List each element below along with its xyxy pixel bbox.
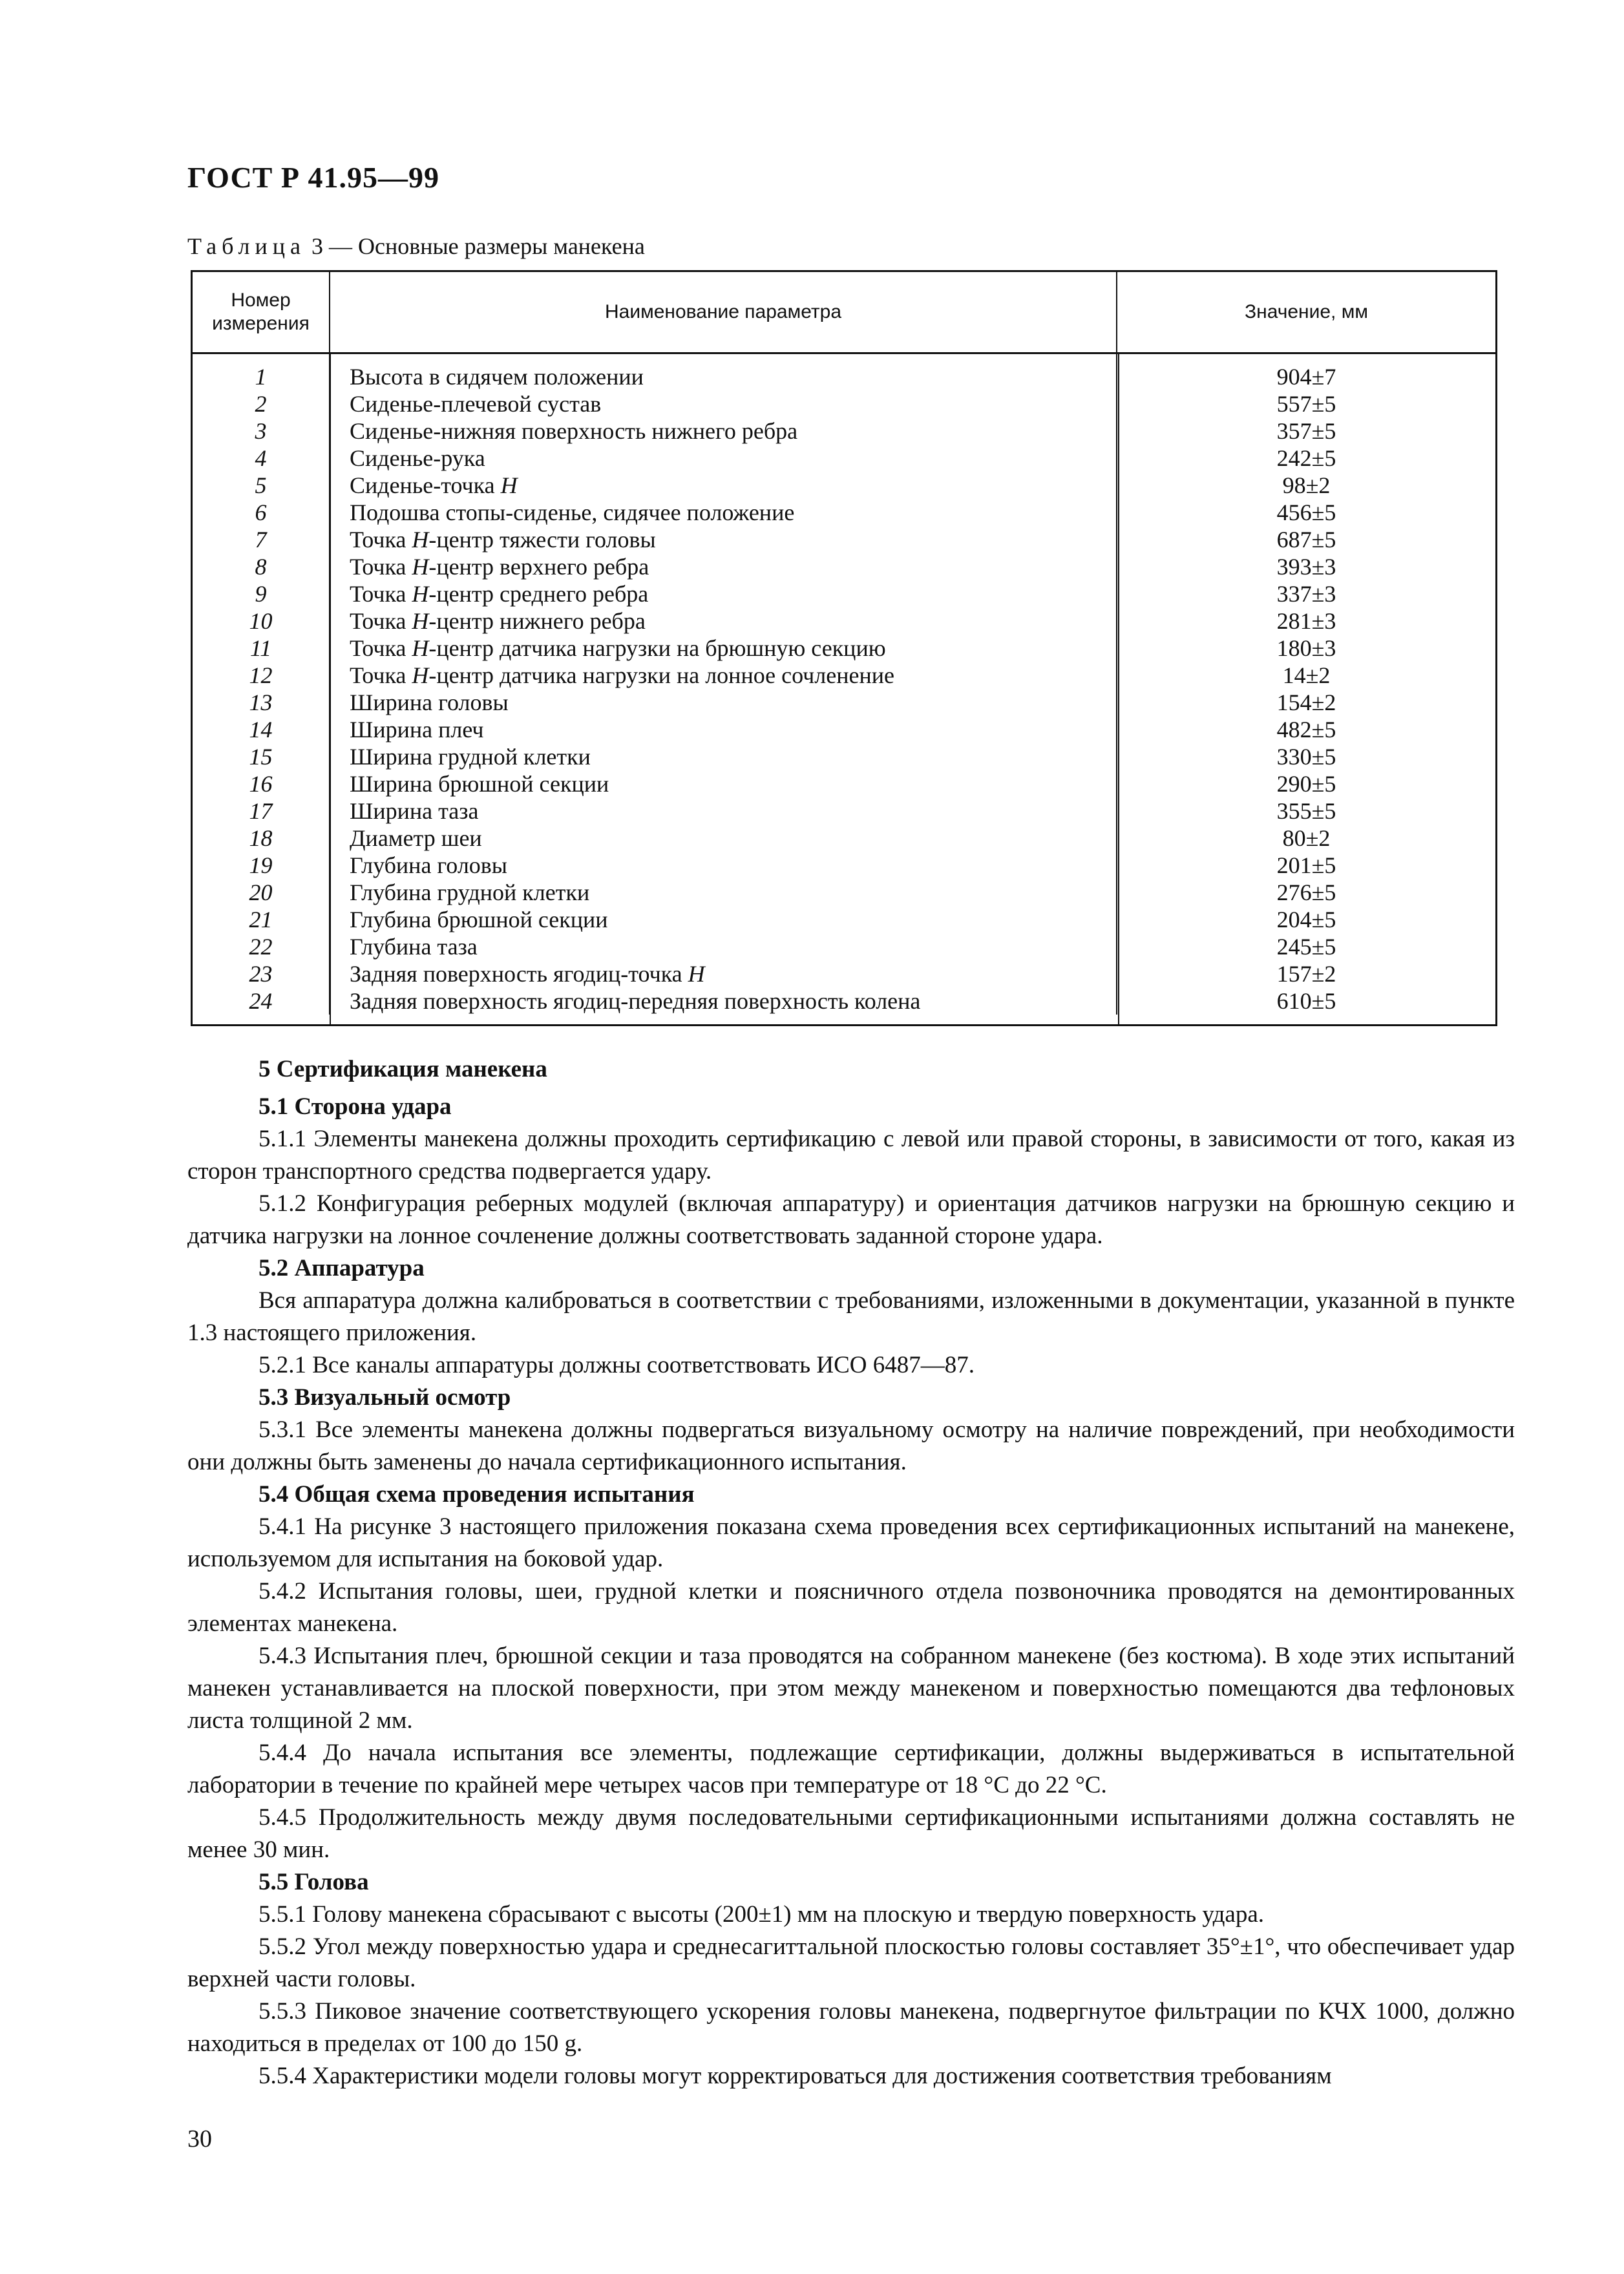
cell-parameter-name: Диаметр шеи (330, 825, 1117, 852)
cell-value: 687±5 (1117, 526, 1495, 553)
cell-value: 904±7 (1117, 353, 1495, 391)
cell-parameter-name: Ширина таза (330, 797, 1117, 825)
cell-parameter-name: Точка H-центр среднего ребра (330, 580, 1117, 607)
cell-measurement-number: 13 (249, 690, 273, 715)
cell-value: 157±2 (1117, 960, 1495, 987)
dimensions-table (191, 270, 1497, 1026)
subsection-5-3-heading: 5.3 Визуальный осмотр (258, 1384, 511, 1411)
table-row (193, 960, 1495, 987)
cell-value: 355±5 (1117, 797, 1495, 825)
cell-measurement-number: 15 (249, 744, 273, 770)
cell-value: 276±5 (1117, 879, 1495, 906)
cell-value: 482±5 (1117, 716, 1495, 743)
cell-measurement-number: 12 (249, 662, 273, 688)
table-row (193, 353, 1495, 391)
cell-value: 201±5 (1117, 852, 1495, 879)
cell-parameter-name: Точка H-центр датчика нагрузки на лонное сочленение (330, 662, 1117, 689)
paragraph-5-4-4: 5.4.4 До начала испытания все элементы, подлежащие сертификации, должны выдерживаться в испытательной лаборатории в течение по крайней мере четырех часов при температуре от 18 °С до 22 °С. (187, 1740, 1515, 1798)
table-row (193, 635, 1495, 662)
table-caption-text: 3 — Основные размеры манекена (311, 233, 645, 259)
cell-value: 393±3 (1117, 553, 1495, 580)
table-row (193, 906, 1495, 933)
paragraph-5-1-2: 5.1.2 Конфигурация реберных модулей (включая аппаратуру) и ориентация датчиков нагрузки на брюшную секцию и датчика нагрузки на лонное сочленение должны соответствовать заданной стороне удара. (187, 1190, 1515, 1249)
paragraph-5-4-5: 5.4.5 Продолжительность между двумя последовательными сертификационными испытаниями должна составлять не менее 30 мин. (187, 1804, 1515, 1863)
cell-measurement-number: 5 (255, 472, 267, 498)
table-caption (187, 233, 645, 260)
cell-parameter-name: Точка H-центр верхнего ребра (330, 553, 1117, 580)
paragraph-5-5-3: 5.5.3 Пиковое значение соответствующего ускорения головы манекена, подвергнутое фильтрации по КЧХ 1000, должно находиться в пределах от 100 до 150 g. (187, 1998, 1515, 2057)
table-row (193, 933, 1495, 960)
table-body (193, 353, 1495, 1015)
cell-value: 245±5 (1117, 933, 1495, 960)
table-header-row (193, 272, 1495, 353)
cell-measurement-number: 9 (255, 581, 267, 607)
paragraph-5-3-1: 5.3.1 Все элементы манекена должны подвергаться визуальному осмотру на наличие повреждений, при необходимости они должны быть заменены до начала сертификационного испытания. (187, 1416, 1515, 1475)
cell-parameter-name: Глубина грудной клетки (330, 879, 1117, 906)
table-row (193, 797, 1495, 825)
paragraph-5-2: Вся аппаратура должна калиброваться в соответствии с требованиями, изложенными в документации, указанной в пункте 1.3 настоящего приложения. (187, 1287, 1515, 1346)
cell-value: 337±3 (1117, 580, 1495, 607)
col-header-value: Значение, мм (1117, 272, 1495, 353)
section-5-text (187, 1053, 1515, 2092)
cell-parameter-name: Задняя поверхность ягодиц-передняя поверхность колена (330, 987, 1117, 1015)
cell-value: 557±5 (1117, 390, 1495, 417)
cell-measurement-number: 14 (249, 717, 273, 742)
cell-parameter-name: Высота в сидячем положении (330, 353, 1117, 391)
cell-measurement-number: 19 (249, 852, 273, 878)
subsection-5-1-heading: 5.1 Сторона удара (258, 1093, 452, 1120)
cell-value: 242±5 (1117, 445, 1495, 472)
cell-measurement-number: 18 (249, 825, 273, 851)
cell-parameter-name: Точка H-центр датчика нагрузки на брюшную секцию (330, 635, 1117, 662)
table-row (193, 607, 1495, 635)
cell-value: 330±5 (1117, 743, 1495, 770)
cell-parameter-name: Глубина брюшной секции (330, 906, 1117, 933)
cell-parameter-name: Сиденье-рука (330, 445, 1117, 472)
cell-measurement-number: 20 (249, 879, 273, 905)
paragraph-5-2-1: 5.2.1 Все каналы аппаратуры должны соответствовать ИСО 6487—87. (258, 1352, 975, 1378)
table-row (193, 472, 1495, 499)
cell-parameter-name: Ширина грудной клетки (330, 743, 1117, 770)
subsection-5-5-heading: 5.5 Голова (258, 1869, 369, 1895)
paragraph-5-5-2: 5.5.2 Угол между поверхностью удара и среднесагиттальной плоскостью головы составляет 35°±1°, что обеспечивает удар верхней части головы. (187, 1933, 1515, 1992)
cell-value: 80±2 (1117, 825, 1495, 852)
paragraph-5-5-4: 5.5.4 Характеристики модели головы могут корректироваться для достижения соответствия требованиям (258, 2063, 1332, 2089)
table-row (193, 553, 1495, 580)
cell-value: 14±2 (1117, 662, 1495, 689)
table-row (193, 879, 1495, 906)
table-row (193, 852, 1495, 879)
cell-value: 610±5 (1117, 987, 1495, 1015)
table-row (193, 662, 1495, 689)
table-row (193, 499, 1495, 526)
cell-measurement-number: 16 (249, 771, 273, 797)
cell-measurement-number: 1 (255, 364, 267, 390)
cell-measurement-number: 3 (255, 418, 267, 444)
subsection-5-2-heading: 5.2 Аппаратура (258, 1255, 425, 1281)
cell-value: 204±5 (1117, 906, 1495, 933)
table-row (193, 716, 1495, 743)
cell-measurement-number: 24 (249, 988, 273, 1014)
cell-value: 98±2 (1117, 472, 1495, 499)
paragraph-5-4-1: 5.4.1 На рисунке 3 настоящего приложения показана схема проведения всех сертификационных испытаний на манекене, используемом для испытания на боковой удар. (187, 1513, 1515, 1572)
cell-value: 357±5 (1117, 417, 1495, 445)
cell-parameter-name: Сиденье-точка H (330, 472, 1117, 499)
cell-parameter-name: Точка H-центр тяжести головы (330, 526, 1117, 553)
section-5-heading: 5 Сертификация манекена (258, 1056, 547, 1082)
cell-measurement-number: 23 (249, 961, 273, 987)
table-row (193, 825, 1495, 852)
col-header-number: Номер измерения (193, 272, 330, 353)
subsection-5-4-heading: 5.4 Общая схема проведения испытания (258, 1481, 695, 1508)
col-header-parameter: Наименование параметра (330, 272, 1117, 353)
table-row (193, 743, 1495, 770)
paragraph-5-5-1: 5.5.1 Голову манекена сбрасывают с высоты (200±1) мм на плоскую и твердую поверхность удара. (258, 1901, 1265, 1928)
cell-parameter-name: Глубина таза (330, 933, 1117, 960)
cell-measurement-number: 4 (255, 445, 267, 471)
cell-parameter-name: Ширина плеч (330, 716, 1117, 743)
cell-parameter-name: Сиденье-плечевой сустав (330, 390, 1117, 417)
cell-parameter-name: Глубина головы (330, 852, 1117, 879)
cell-parameter-name: Подошва стопы-сиденье, сидячее положение (330, 499, 1117, 526)
paragraph-5-1-1: 5.1.1 Элементы манекена должны проходить сертификацию с левой или правой стороны, в зависимости от того, какая из сторон транспортного средства подвергается удару. (187, 1126, 1515, 1184)
cell-parameter-name: Задняя поверхность ягодиц-точка H (330, 960, 1117, 987)
cell-parameter-name: Ширина головы (330, 689, 1117, 716)
cell-measurement-number: 8 (255, 554, 267, 580)
cell-measurement-number: 17 (249, 798, 273, 824)
table-row (193, 987, 1495, 1015)
cell-value: 456±5 (1117, 499, 1495, 526)
document-header: ГОСТ Р 41.95—99 (187, 161, 439, 194)
cell-measurement-number: 2 (255, 391, 267, 417)
cell-measurement-number: 11 (249, 635, 272, 661)
cell-measurement-number: 10 (249, 608, 273, 634)
table-row (193, 770, 1495, 797)
paragraph-5-4-3: 5.4.3 Испытания плеч, брюшной секции и таза проводятся на собранном манекене (без костюма). В ходе этих испытаний манекен устанавливается на плоской поверхности, при этом между манекеном и поверхностью помещаются два тефлоновых листа толщиной 2 мм. (187, 1643, 1515, 1734)
cell-parameter-name: Ширина брюшной секции (330, 770, 1117, 797)
cell-parameter-name: Сиденье-нижняя поверхность нижнего ребра (330, 417, 1117, 445)
cell-value: 180±3 (1117, 635, 1495, 662)
cell-value: 290±5 (1117, 770, 1495, 797)
page-number: 30 (187, 2125, 212, 2153)
cell-parameter-name: Точка H-центр нижнего ребра (330, 607, 1117, 635)
cell-value: 281±3 (1117, 607, 1495, 635)
table-row (193, 445, 1495, 472)
table-row (193, 526, 1495, 553)
table-caption-label: Таблица (187, 233, 306, 259)
cell-measurement-number: 22 (249, 934, 273, 960)
paragraph-5-4-2: 5.4.2 Испытания головы, шеи, грудной клетки и поясничного отдела позвоночника проводятся на демонтированных элементах манекена. (187, 1578, 1515, 1637)
cell-measurement-number: 21 (249, 907, 273, 932)
table-row (193, 390, 1495, 417)
table-row (193, 689, 1495, 716)
table-row (193, 417, 1495, 445)
cell-measurement-number: 6 (255, 500, 267, 525)
table-row (193, 580, 1495, 607)
cell-measurement-number: 7 (255, 527, 267, 553)
cell-value: 154±2 (1117, 689, 1495, 716)
